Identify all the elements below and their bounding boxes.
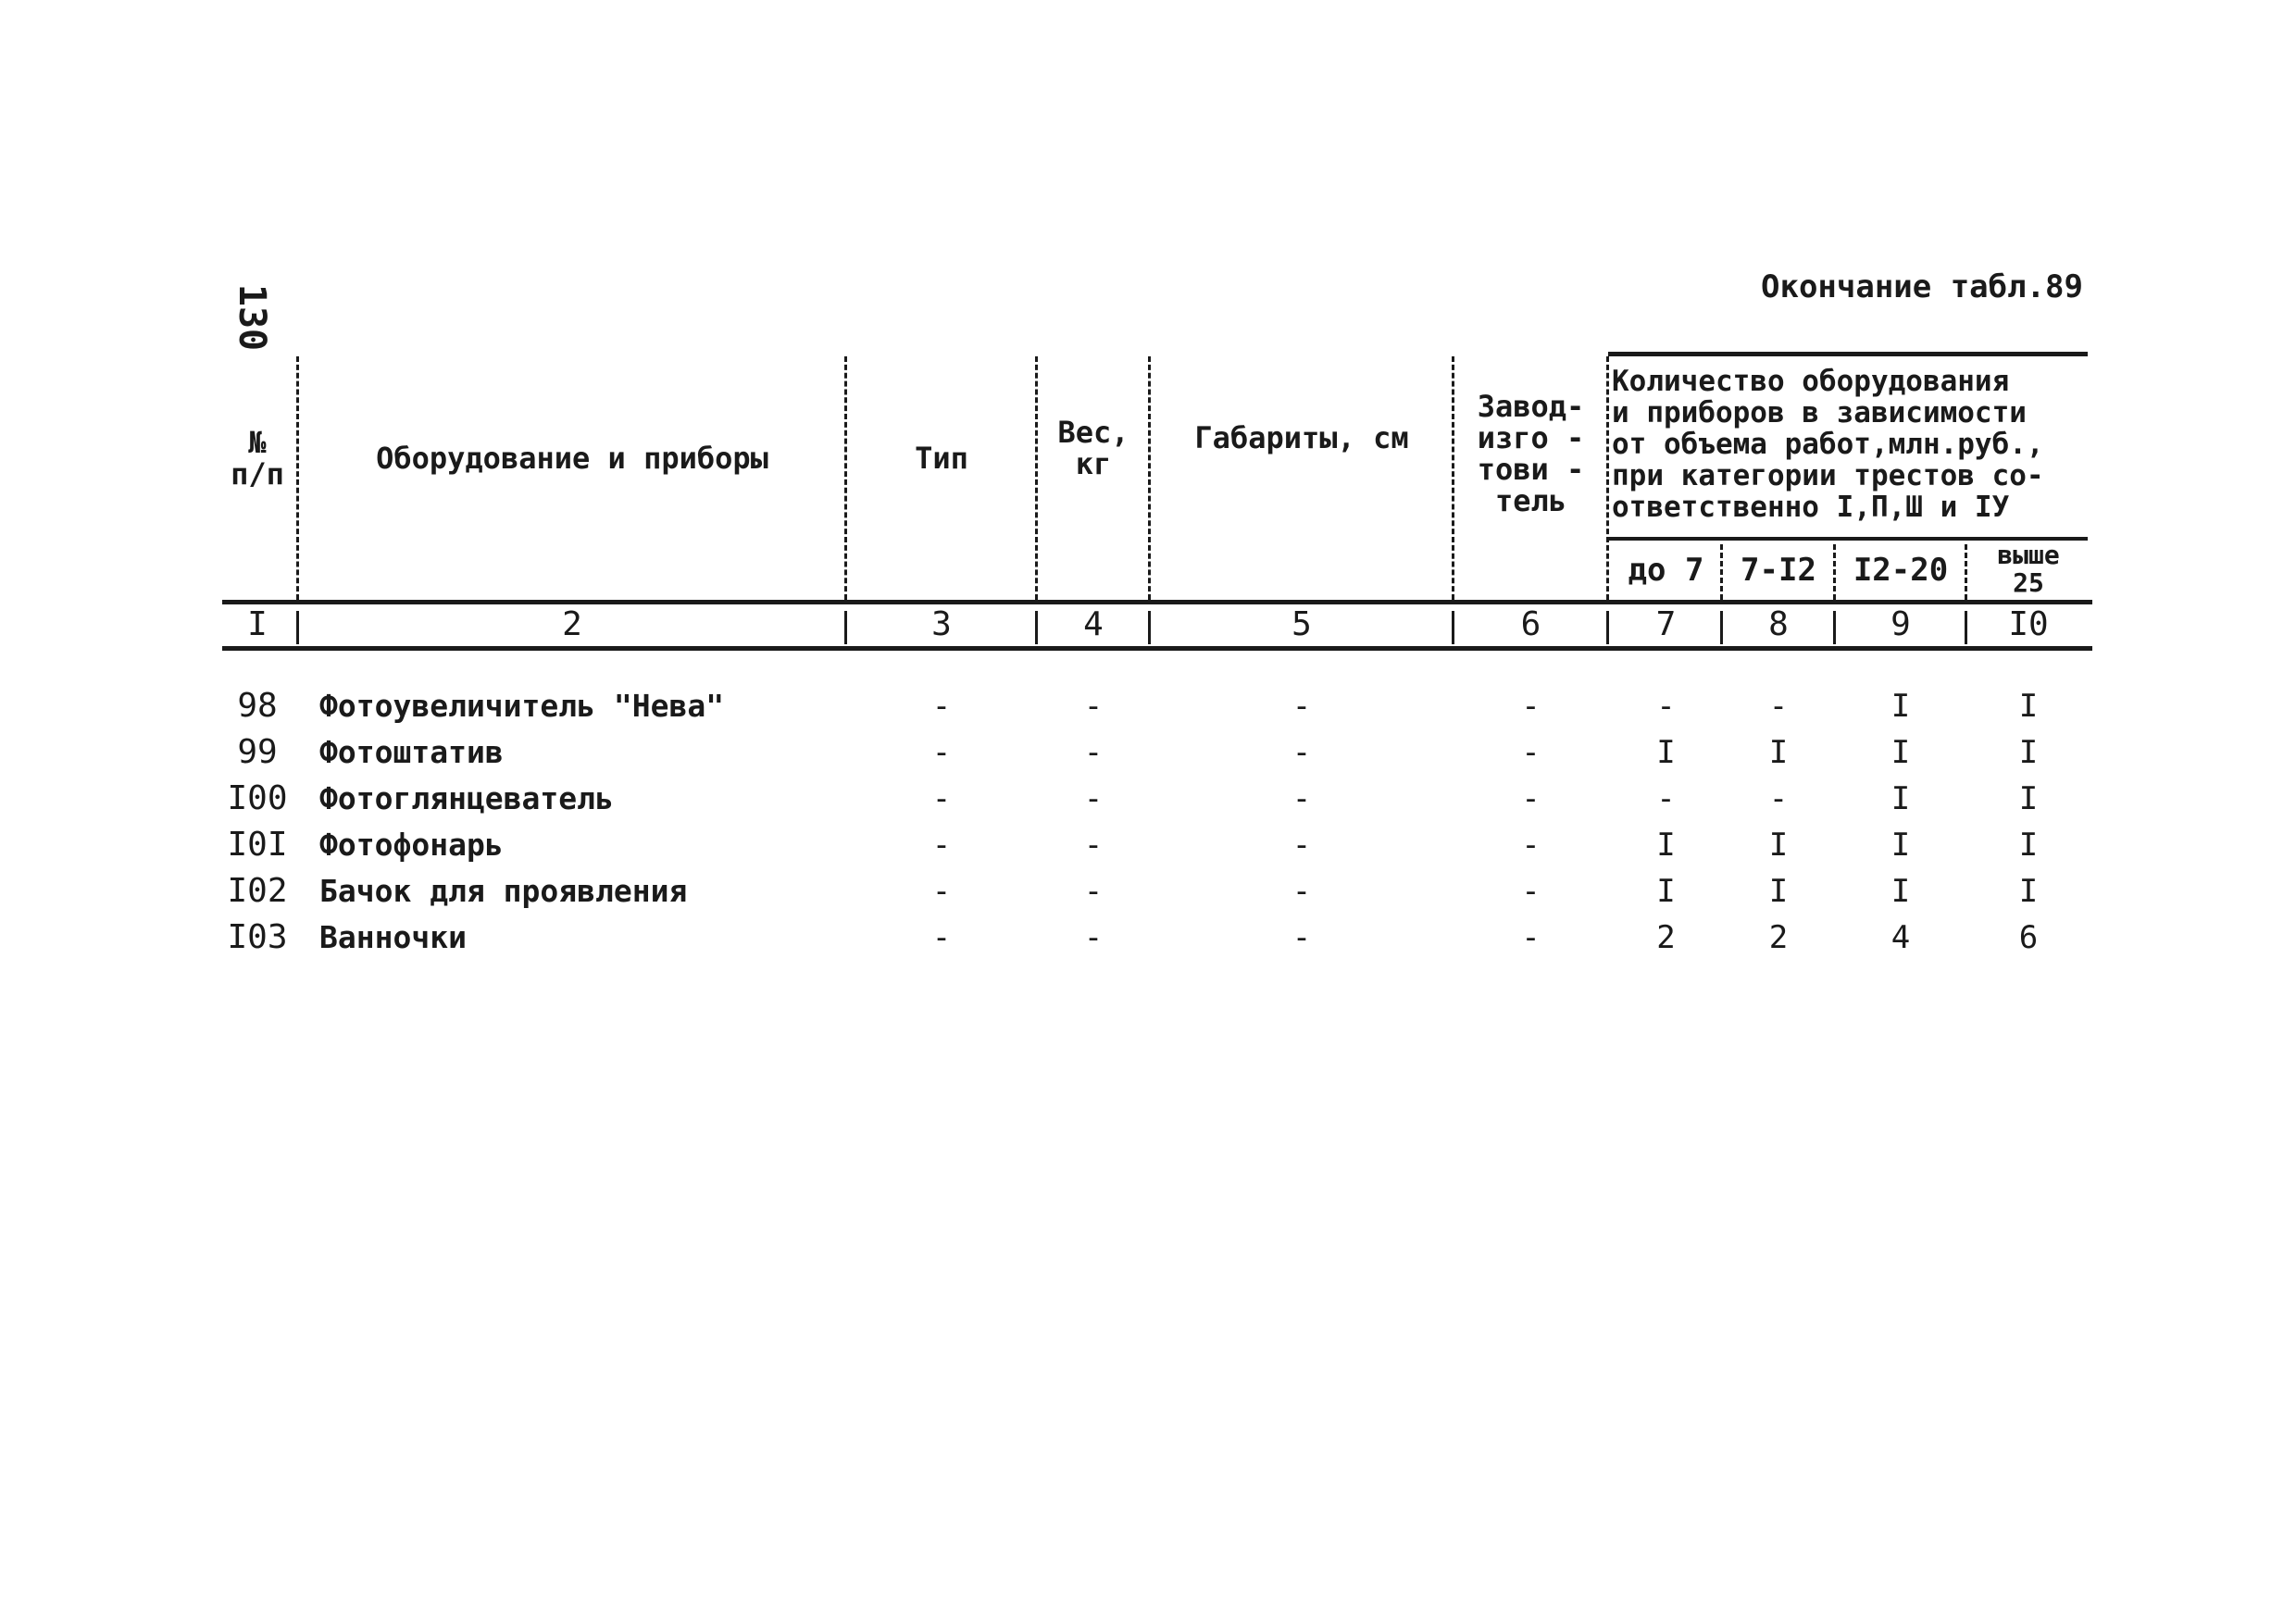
- table-caption: Окончание табл.89: [1761, 268, 2083, 305]
- column-divider: [296, 356, 299, 600]
- row-equipment-name: Фотоувеличитель "Нева": [319, 688, 725, 724]
- column-divider: [1035, 356, 1038, 600]
- row-dimensions: -: [1292, 827, 1312, 864]
- row-quantity-3: I: [1890, 827, 1911, 864]
- column-number: 3: [931, 605, 952, 643]
- column-number: 2: [562, 605, 582, 643]
- column-number-divider: [1965, 611, 1967, 644]
- column-divider: [1965, 544, 1967, 600]
- header-number: № п/п: [231, 425, 284, 492]
- row-dimensions: -: [1292, 873, 1312, 910]
- row-quantity-2: -: [1768, 780, 1789, 817]
- column-number-divider: [1720, 611, 1723, 644]
- header-type: Тип: [915, 441, 968, 476]
- column-divider: [1720, 544, 1723, 600]
- row-equipment-name: Бачок для проявления: [319, 873, 688, 909]
- row-manufacturer: -: [1521, 734, 1541, 771]
- row-manufacturer: -: [1521, 827, 1541, 864]
- row-quantity-1: -: [1656, 688, 1676, 725]
- row-equipment-name: Фотоштатив: [319, 734, 504, 770]
- row-quantity-4: 6: [2018, 919, 2039, 956]
- table-row: [0, 822, 2296, 868]
- row-quantity-2: I: [1768, 827, 1789, 864]
- column-number-divider: [1035, 611, 1038, 644]
- row-type: -: [931, 688, 952, 725]
- table-row: [0, 915, 2296, 961]
- page-number: 130: [231, 283, 273, 352]
- header-volume-12-20: I2-20: [1853, 552, 1949, 589]
- table-row: [0, 776, 2296, 822]
- row-quantity-2: 2: [1768, 919, 1789, 956]
- row-number: 99: [237, 733, 278, 771]
- row-weight: -: [1083, 734, 1104, 771]
- row-type: -: [931, 873, 952, 910]
- column-divider: [1148, 356, 1151, 600]
- header-quantity-group: Количество оборудования и приборов в зависимости от объема работ,млн.руб., при категории трестов со- ответственно I,П,Ш и IУ: [1612, 365, 2044, 524]
- column-number: I: [247, 605, 268, 643]
- table-top-rule: [1608, 352, 2088, 356]
- row-equipment-name: Ванночки: [319, 919, 467, 955]
- row-quantity-3: I: [1890, 734, 1911, 771]
- row-quantity-3: I: [1890, 873, 1911, 910]
- row-number: I02: [227, 872, 288, 910]
- column-number-divider: [1606, 611, 1609, 644]
- row-quantity-1: I: [1656, 827, 1676, 864]
- row-weight: -: [1083, 780, 1104, 817]
- row-equipment-name: Фотоглянцеватель: [319, 780, 614, 816]
- table-row: [0, 729, 2296, 776]
- row-manufacturer: -: [1521, 873, 1541, 910]
- header-weight: Вес, кг: [1057, 415, 1129, 481]
- column-number: 8: [1768, 605, 1789, 643]
- column-number: 6: [1520, 605, 1541, 643]
- column-number: 9: [1890, 605, 1911, 643]
- row-manufacturer: -: [1521, 780, 1541, 817]
- column-number-divider: [844, 611, 847, 644]
- column-number-divider: [1833, 611, 1836, 644]
- header-volume-upto-7: до 7: [1628, 552, 1704, 589]
- row-quantity-1: 2: [1656, 919, 1676, 956]
- row-type: -: [931, 734, 952, 771]
- row-dimensions: -: [1292, 919, 1312, 956]
- row-quantity-4: I: [2018, 827, 2039, 864]
- row-number: I03: [227, 918, 288, 956]
- column-divider: [1606, 356, 1609, 600]
- row-quantity-2: -: [1768, 688, 1789, 725]
- column-number: I0: [2008, 605, 2049, 643]
- column-number: 4: [1083, 605, 1104, 643]
- column-number-divider: [1148, 611, 1151, 644]
- row-dimensions: -: [1292, 734, 1312, 771]
- column-number-divider: [296, 611, 299, 644]
- header-volume-over-25: выше 25: [1997, 540, 2060, 598]
- row-dimensions: -: [1292, 780, 1312, 817]
- header-volume-7-12: 7-I2: [1741, 552, 1816, 589]
- row-number: I00: [227, 779, 288, 817]
- column-number: 5: [1292, 605, 1312, 643]
- column-divider: [1452, 356, 1454, 600]
- column-number: 7: [1655, 605, 1677, 643]
- row-quantity-4: I: [2018, 873, 2039, 910]
- table-row: [0, 683, 2296, 729]
- row-quantity-4: I: [2018, 780, 2039, 817]
- row-quantity-4: I: [2018, 734, 2039, 771]
- row-weight: -: [1083, 873, 1104, 910]
- column-divider: [844, 356, 847, 600]
- row-equipment-name: Фотофонарь: [319, 827, 504, 863]
- column-number-divider: [1452, 611, 1454, 644]
- row-type: -: [931, 919, 952, 956]
- header-equipment: Оборудование и приборы: [376, 441, 768, 476]
- header-dimensions: Габариты, см: [1194, 420, 1409, 455]
- row-number: 98: [237, 687, 278, 725]
- row-quantity-3: I: [1890, 688, 1911, 725]
- header-manufacturer: Завод- изго - тови - тель: [1477, 389, 1585, 518]
- row-quantity-2: I: [1768, 734, 1789, 771]
- row-weight: -: [1083, 919, 1104, 956]
- row-weight: -: [1083, 827, 1104, 864]
- column-number-rule: [222, 646, 2092, 651]
- column-divider: [1833, 544, 1836, 600]
- row-type: -: [931, 827, 952, 864]
- row-quantity-1: I: [1656, 873, 1676, 910]
- row-quantity-3: I: [1890, 780, 1911, 817]
- row-number: I0I: [227, 826, 288, 864]
- row-type: -: [931, 780, 952, 817]
- row-quantity-1: I: [1656, 734, 1676, 771]
- row-manufacturer: -: [1521, 688, 1541, 725]
- row-manufacturer: -: [1521, 919, 1541, 956]
- row-quantity-4: I: [2018, 688, 2039, 725]
- row-quantity-3: 4: [1890, 919, 1911, 956]
- row-dimensions: -: [1292, 688, 1312, 725]
- row-quantity-2: I: [1768, 873, 1789, 910]
- table-row: [0, 868, 2296, 915]
- row-quantity-1: -: [1656, 780, 1676, 817]
- row-weight: -: [1083, 688, 1104, 725]
